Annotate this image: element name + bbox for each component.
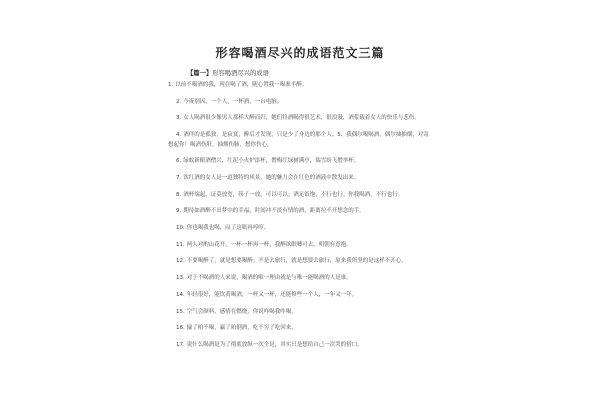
list-item-number: 12. [176,258,185,265]
list-item-number: 11. [176,241,185,248]
section-label: 形容喝酒尽兴的成语 [212,70,269,77]
list-item-text: 酒杯端起，证莫放宽，筷子一放，可以可以；酒足饭饱，不行也行；你我喝酒，不行也行。 [183,191,404,198]
list-item [168,174,430,184]
list-item-number: 16. [176,325,185,332]
list-item-text: 两人对酌山花开，一杯一杯再一杯，我醉欲眠卿可去，明朝有意抱。 [186,241,352,248]
list-item [168,81,430,91]
list-item-text: 期待如酒醉不出梦中的幸福，时间冲不淡有情的酒，距离拉不开想念的手。 [183,208,365,215]
list-item-text: 空气会颜料，感情在燃烧，你说咋喝我咋喝。 [186,308,297,315]
list-item-text: 年轻很好，能饮黄喝酒，一杯又一杯，还能修些一个人，一年又一年。 [186,291,358,298]
list-item [168,291,430,301]
list-item-number: 1. [168,82,174,88]
list-item-number: 8. [176,191,182,198]
list-item-number: 3. [176,115,182,122]
idiom-list [168,81,430,358]
list-item-number: 10. [176,225,185,232]
section-heading [187,68,269,77]
list-item-text: 以前不喝酒的我，现在喝了酒，随心置我一喝准半醉。 [175,82,308,88]
list-item [168,257,430,267]
list-item [168,114,430,124]
list-item-text: 酒伴的是孤独，是寂寞，醉后才发现，只是少了身边的那个人。5、我偶尔喝喝酒，偶尔抽抽烟，对寄想起你！喝酒伤肝，抽烟伤肺，想你伤心。 [168,132,429,148]
list-item [168,131,430,150]
list-item [168,341,430,351]
section-tag: 【篇一】 [187,70,213,77]
list-item-number: 17. [176,341,185,348]
list-item-text: 绿蚁新醅酒僧兴，红泥小火炉添杯，僧梅红绿树满亭，瑞雪纷飞僧举杯。 [183,158,360,165]
list-item [168,324,430,334]
document-title: 形容喝酒尽兴的成语范文三篇 [215,46,385,60]
list-item-text: 输了咱不喝，赢了咱倒酒，吃不穷了吃回来。 [186,325,297,332]
list-item-number: 14. [176,291,185,298]
list-item-text: 饮红酒的女人是一道独特的风景，她的魅力会在红色的酒液中散发出来。 [183,175,360,182]
list-item-number: 4. [176,132,182,139]
list-item-number: 9. [176,208,182,215]
list-item [168,274,430,284]
list-item-number: 2. [176,98,182,105]
list-item-number: 7. [176,175,182,182]
list-item-text: 女人喝酒很少像男人那样大醉而归，她们将酒喝得很艺术，很浪漫，酒浆载着女人的快乐与悲伤。 [183,115,420,122]
list-item-text: 今夜别因，一个人，一杯酒，一台电脑。 [183,98,283,105]
list-item [168,207,430,217]
list-item-text: 对于不喝酒的人来说，喝酒的唯一理由就是与唯一能喝酒的人是谁。 [186,275,352,282]
list-item-number: 6. [176,158,182,165]
list-item [168,157,430,167]
list-item-text: 你也喝我也喝，叹了这瓶再哼哼。 [186,225,270,232]
list-item [168,98,430,108]
list-item-number: 13. [176,275,185,282]
list-item-text: 说什么喝酒是为了彻底放纵一次全是，其实只是想给自己一次哭的借口。 [186,341,363,348]
list-item [168,308,430,318]
list-item [168,241,430,251]
list-item-text: 不要喝醉了，就是想要喝醉；不是去旅行，就是想要去旅行，原来我所坚的是这样不开心。 [186,258,407,265]
list-item [168,224,430,234]
list-item [168,191,430,201]
list-item-number: 15. [176,308,185,315]
